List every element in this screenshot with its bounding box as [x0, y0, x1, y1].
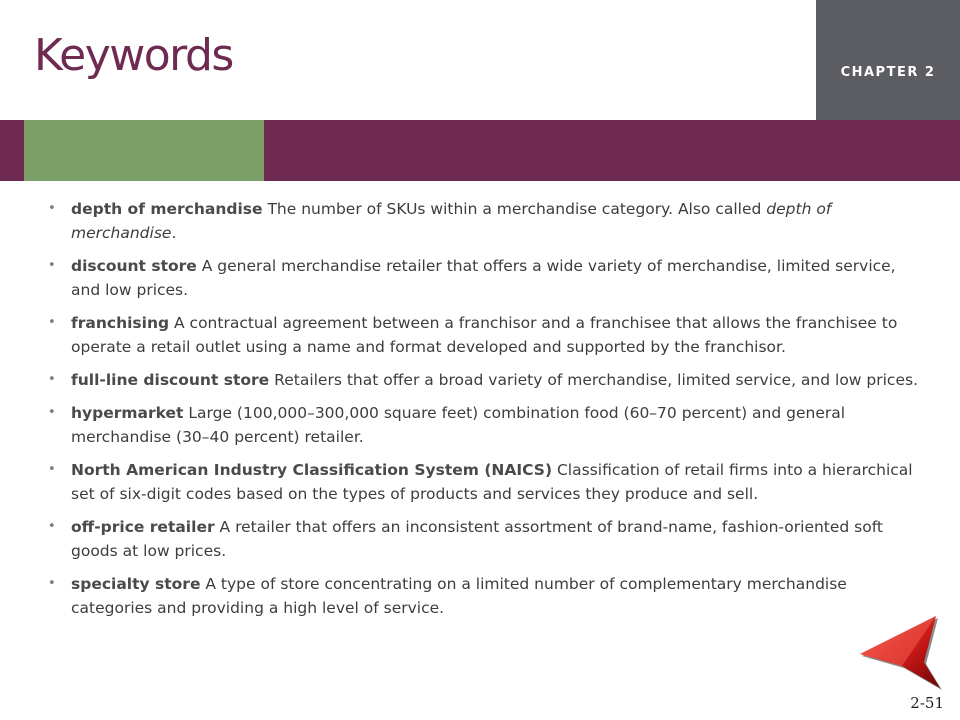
bullet: • — [48, 201, 56, 216]
bullet: • — [48, 405, 56, 420]
keyword-term: North American Industry Classification System (NAICS) — [71, 461, 553, 479]
keyword-term: discount store — [71, 257, 197, 275]
page-number: 2-51 — [910, 694, 944, 712]
keyword-definition: A retailer that offers an inconsistent assortment of brand-name, fashion-oriented soft goods at low prices. — [71, 518, 884, 560]
keyword-term: full-line discount store — [71, 371, 270, 389]
keyword-item — [46, 254, 928, 302]
keyword-item — [46, 197, 928, 245]
keyword-emphasis: depth of merchandise — [71, 200, 832, 242]
keyword-item — [46, 401, 928, 449]
keyword-term: depth of merchandise — [71, 200, 263, 218]
keyword-item — [46, 572, 928, 620]
keyword-item — [46, 368, 928, 392]
keyword-tail: . — [171, 224, 177, 242]
keyword-item — [46, 458, 928, 506]
keyword-definition: The number of SKUs within a merchandise category. Also called — [262, 200, 767, 218]
chapter-box — [816, 0, 960, 120]
red-arrow-logo-icon — [856, 612, 946, 692]
keyword-definition: A type of store concentrating on a limited number of complementary merchandise categories and providing a high level of service. — [71, 575, 847, 617]
bullet: • — [48, 315, 56, 330]
keyword-term: franchising — [71, 314, 170, 332]
keyword-list — [46, 197, 928, 629]
keyword-term: specialty store — [71, 575, 201, 593]
bullet: • — [48, 258, 56, 273]
bullet: • — [48, 372, 56, 387]
keyword-term: off-price retailer — [71, 518, 215, 536]
bullet: • — [48, 519, 56, 534]
keyword-item — [46, 515, 928, 563]
bullet: • — [48, 462, 56, 477]
keyword-term: hypermarket — [71, 404, 184, 422]
bullet: • — [48, 576, 56, 591]
keyword-definition: A contractual agreement between a franchisor and a franchisee that allows the franchisee to operate a retail outlet using a name and format developed and supported by the franchisor. — [71, 314, 898, 356]
keyword-definition: Retailers that offer a broad variety of merchandise, limited service, and low prices. — [269, 371, 918, 389]
keyword-definition: Large (100,000–300,000 square feet) combination food (60–70 percent) and general merchandise (30–40 percent) retailer. — [71, 404, 846, 446]
keyword-definition: A general merchandise retailer that offers a wide variety of merchandise, limited service, and low prices. — [71, 257, 896, 299]
keyword-definition: Classification of retail firms into a hierarchical set of six-digit codes based on the types of products and services they produce and sell. — [71, 461, 913, 503]
slide-title: Keywords — [34, 30, 233, 81]
keyword-item — [46, 311, 928, 359]
chapter-label: CHAPTER 2 — [840, 65, 936, 80]
header-accent-block — [24, 120, 264, 181]
